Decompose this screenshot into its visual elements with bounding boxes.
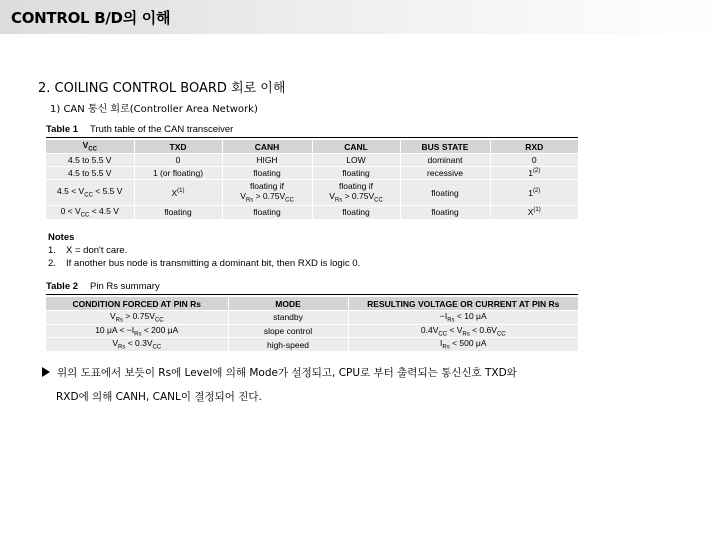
table-cell: $V_{Rs} < 0.3V_{CC}$	[46, 338, 228, 352]
table-cell: 4.5 to 5.5 V	[46, 154, 134, 167]
table-cell: 4.5 to 5.5 V	[46, 167, 134, 180]
table1-caption	[46, 124, 233, 135]
table1-header: CANL	[312, 140, 400, 154]
table-cell: $X^{(1)}$	[490, 206, 578, 220]
table-row	[46, 324, 578, 338]
table2-header: MODE	[228, 297, 348, 311]
table-cell: 1 (or floating)	[134, 167, 222, 180]
table-cell: $V_{Rs} > 0.75V_{CC}$	[46, 311, 228, 325]
table2-caption	[46, 281, 160, 292]
table-cell: floating	[222, 167, 312, 180]
table2-header: RESULTING VOLTAGE OR CURRENT AT PIN Rs	[348, 297, 578, 311]
note-text: If another bus node is transmitting a dominant bit, then RXD is logic 0.	[66, 258, 361, 269]
table2	[46, 297, 578, 352]
slide-title: CONTROL B/D의 이해	[11, 9, 171, 27]
table-cell: floating	[222, 206, 312, 220]
note-number: 2.	[48, 258, 56, 269]
table-cell: HIGH	[222, 154, 312, 167]
table2-header-row	[46, 297, 578, 311]
table-cell: floating if $V_{Rs} > 0.75V_{CC}$	[222, 180, 312, 206]
table2-label: Table 2	[46, 281, 79, 292]
table-row	[46, 311, 578, 325]
section-title: 2. COILING CONTROL BOARD 회로 이해	[38, 81, 286, 96]
table-cell: floating	[134, 206, 222, 220]
table-row	[46, 338, 578, 352]
table-cell: floating	[312, 206, 400, 220]
table-cell: floating	[400, 180, 490, 206]
table-cell: high-speed	[228, 338, 348, 352]
table-cell: $4.5 < V_{CC} < 5.5$ V	[46, 180, 134, 206]
table-cell: recessive	[400, 167, 490, 180]
table2-top-rule	[46, 294, 578, 295]
notes-title: Notes	[48, 232, 75, 243]
description-line-1	[42, 365, 517, 380]
table-cell: floating	[400, 206, 490, 220]
note-number: 1.	[48, 245, 56, 256]
table-row	[46, 180, 578, 206]
table1-label: Table 1	[46, 124, 79, 135]
table2-header: CONDITION FORCED AT PIN Rs	[46, 297, 228, 311]
table-row	[46, 206, 578, 220]
table-row	[46, 154, 578, 167]
table-cell: 10 $\mu A < -I_{Rs} < 200$ μA	[46, 324, 228, 338]
table-cell: 0	[134, 154, 222, 167]
subsection-title: 1) CAN 통신 회로(Controller Area Network)	[50, 104, 258, 115]
note-text: X = don't care.	[66, 245, 128, 256]
description-text-1: 위의 도표에서 보듯이 Rs에 Level에 의해 Mode가 설정되고, CPU로 부터 출력되는 통신신호 TXD와	[57, 367, 517, 379]
note-item	[48, 257, 360, 270]
table1-header-row	[46, 140, 578, 154]
table-cell: $I_{Rs} < 500$ μA	[348, 338, 578, 352]
description-text-2: RXD에 의해 CANH, CANL이 결정되어 진다.	[56, 391, 262, 403]
table-row	[46, 167, 578, 180]
table-cell: $0.4V_{CC} < V_{Rs} < 0.6V_{CC}$	[348, 324, 578, 338]
table-cell: standby	[228, 311, 348, 325]
note-item	[48, 244, 360, 257]
table1-caption-text: Truth table of the CAN transceiver	[90, 124, 234, 135]
table2-caption-text: Pin Rs summary	[90, 281, 160, 292]
table-cell: $X^{(1)}$	[134, 180, 222, 206]
table1-header-vcc: $V_{CC}$	[46, 140, 134, 154]
table-cell: 1$^{(2)}$	[490, 167, 578, 180]
table1-header: RXD	[490, 140, 578, 154]
table1	[46, 140, 578, 220]
table1-header: BUS STATE	[400, 140, 490, 154]
table1-top-rule	[46, 137, 578, 138]
table-cell: dominant	[400, 154, 490, 167]
table1-header: CANH	[222, 140, 312, 154]
table-cell: 1$^{(2)}$	[490, 180, 578, 206]
table-cell: floating	[312, 167, 400, 180]
table-cell: floating if $V_{Rs} > 0.75V_{CC}$	[312, 180, 400, 206]
table-cell: $0 < V_{CC} < 4.5$ V	[46, 206, 134, 220]
table-cell: 0	[490, 154, 578, 167]
table-cell: $-I_{Rs} < 10$ μA	[348, 311, 578, 325]
table-cell: LOW	[312, 154, 400, 167]
table1-header: TXD	[134, 140, 222, 154]
triangle-bullet-icon	[42, 367, 50, 377]
notes	[48, 231, 360, 270]
table-cell: slope control	[228, 324, 348, 338]
